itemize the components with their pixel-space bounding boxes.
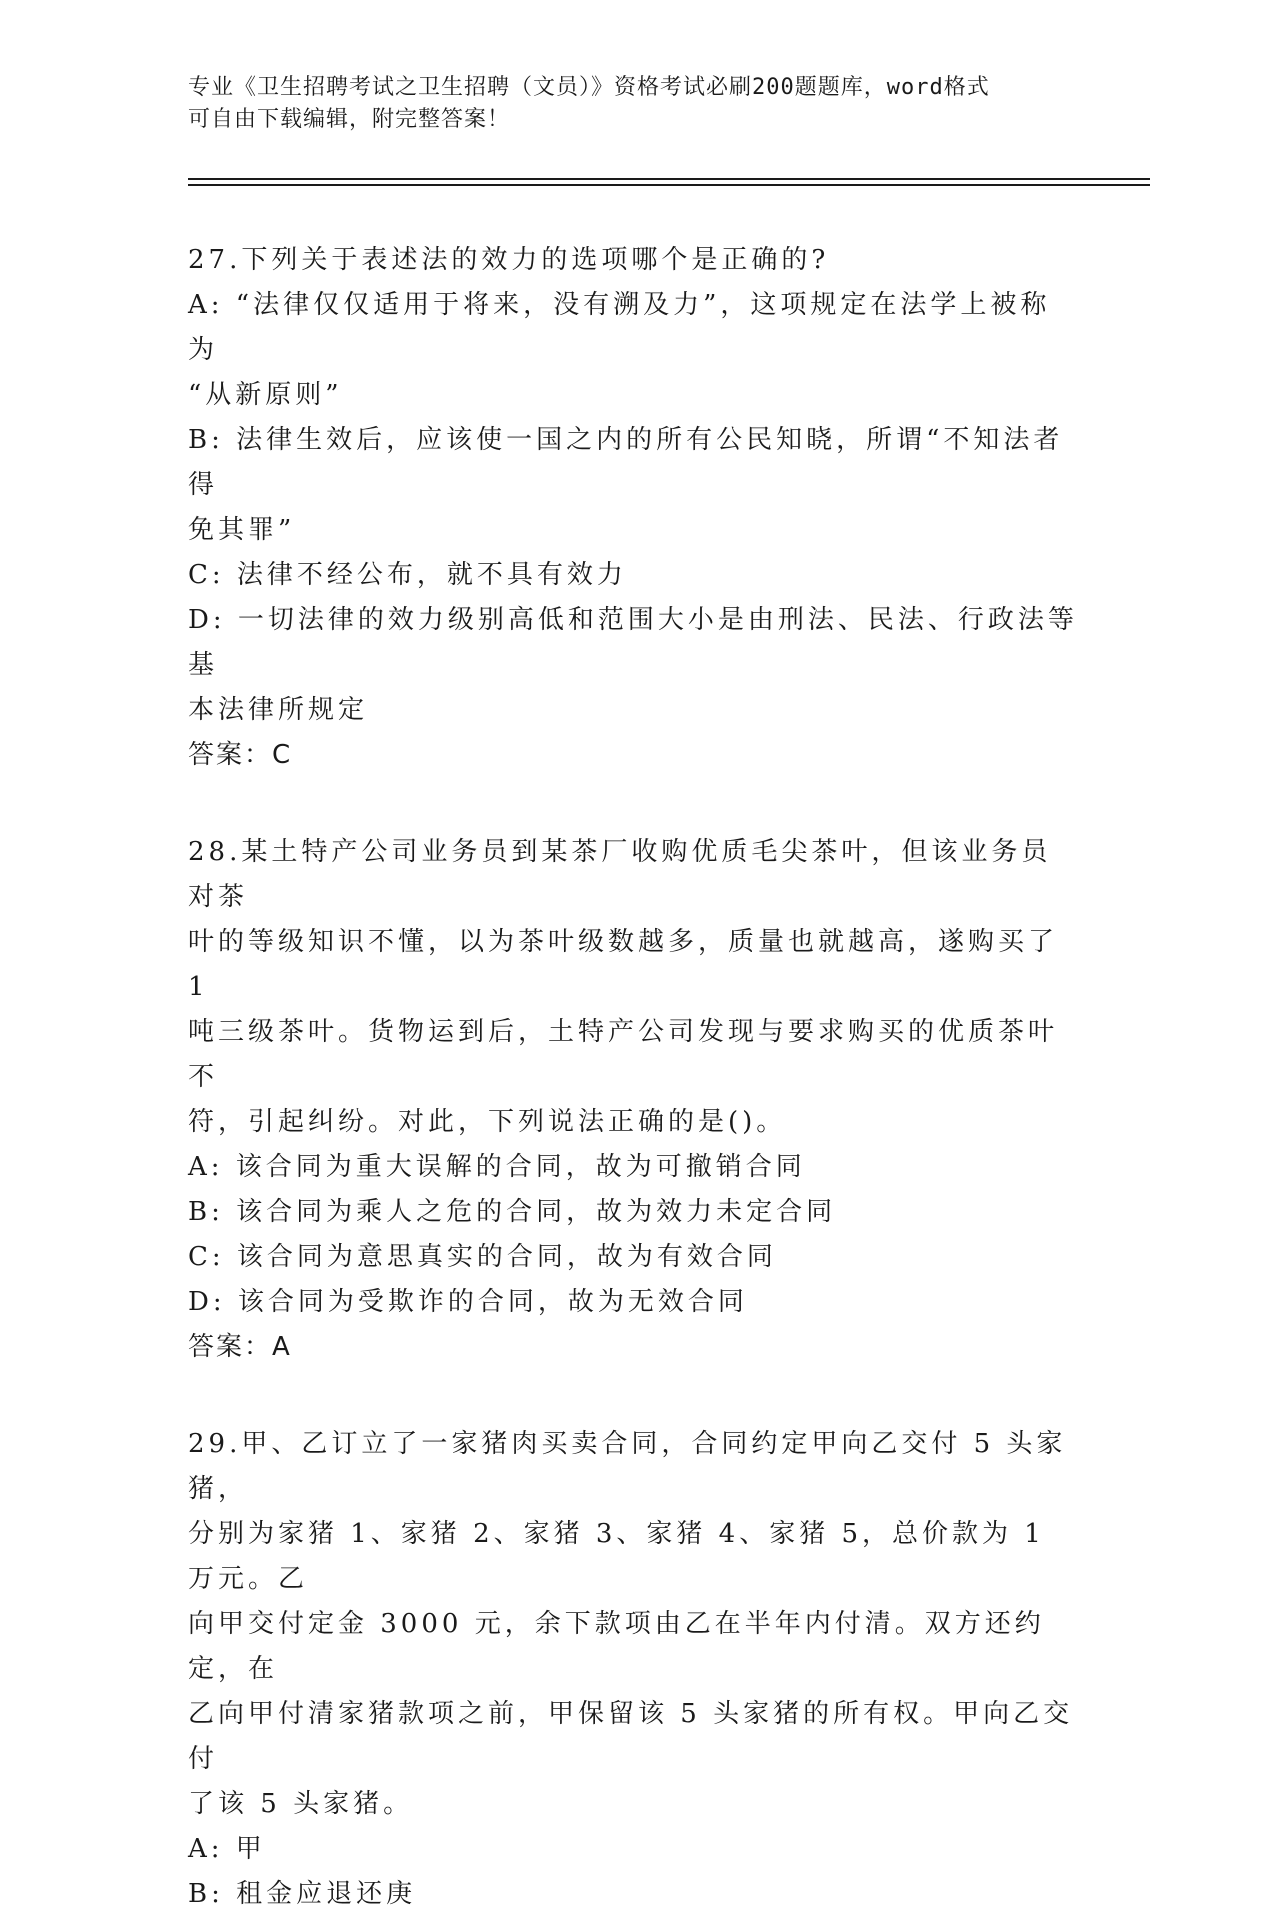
option-a: A: “法律仅仅适用于将来，没有溯及力”，这项规定在法学上被称为 xyxy=(188,290,1051,365)
option-b: B: 租金应退还庚 xyxy=(188,1879,417,1909)
question-stem-continued: 了该 5 头家猪。 xyxy=(188,1789,414,1819)
question-stem: 29.甲、乙订立了一家猪肉买卖合同，合同约定甲向乙交付 5 头家猪， xyxy=(188,1429,1067,1504)
document-header xyxy=(188,72,1078,136)
header-line-2: 可自由下载编辑，附完整答案！ xyxy=(188,107,511,132)
question-29 xyxy=(188,1422,1078,1917)
answer: 答案：A xyxy=(188,1332,292,1362)
option-b: B: 该合同为乘人之危的合同，故为效力未定合同 xyxy=(188,1197,837,1227)
question-stem-continued: 乙向甲付清家猪款项之前，甲保留该 5 头家猪的所有权。甲向乙交付 xyxy=(188,1699,1074,1774)
option-c: C: 法律不经公布，就不具有效力 xyxy=(188,560,627,590)
option-b: B: 法律生效后，应该使一国之内的所有公民知晓，所谓“不知法者得 xyxy=(188,425,1064,500)
option-d: D: 该合同为受欺诈的合同，故为无效合同 xyxy=(188,1287,748,1317)
option-b-continued: 免其罪” xyxy=(188,515,296,545)
question-stem: 27.下列关于表述法的效力的选项哪个是正确的? xyxy=(188,245,830,275)
question-28 xyxy=(188,830,1078,1370)
option-a: A: 甲 xyxy=(188,1834,266,1864)
option-a: A: 该合同为重大误解的合同，故为可撤销合同 xyxy=(188,1152,806,1182)
question-stem-continued: 向甲交付定金 3000 元，余下款项由乙在半年内付清。双方还约定，在 xyxy=(188,1609,1045,1684)
question-stem-continued: 吨三级茶叶。货物运到后，土特产公司发现与要求购买的优质茶叶不 xyxy=(188,1017,1059,1092)
question-stem-continued: 符，引起纠纷。对此，下列说法正确的是()。 xyxy=(188,1107,787,1137)
question-stem-continued: 叶的等级知识不懂，以为茶叶级数越多，质量也就越高，遂购买了 1 xyxy=(188,927,1059,1002)
question-stem: 28.某土特产公司业务员到某茶厂收购优质毛尖茶叶，但该业务员对茶 xyxy=(188,837,1052,912)
question-spacer xyxy=(188,1370,1078,1422)
header-divider-bottom xyxy=(188,184,1150,186)
header-line-1: 专业《卫生招聘考试之卫生招聘（文员）》资格考试必刷200题题库，word格式 xyxy=(188,75,990,100)
question-spacer xyxy=(188,778,1078,830)
question-list xyxy=(188,238,1078,1917)
question-stem-continued: 分别为家猪 1、家猪 2、家猪 3、家猪 4、家猪 5，总价款为 1 万元。乙 xyxy=(188,1519,1045,1594)
question-27 xyxy=(188,238,1078,778)
option-a-continued: “从新原则” xyxy=(188,380,343,410)
option-d: D: 一切法律的效力级别高低和范围大小是由刑法、民法、行政法等基 xyxy=(188,605,1078,680)
header-divider-top xyxy=(188,178,1150,180)
option-d-continued: 本法律所规定 xyxy=(188,695,369,725)
option-c: C: 该合同为意思真实的合同，故为有效合同 xyxy=(188,1242,777,1272)
answer: 答案：C xyxy=(188,740,293,770)
